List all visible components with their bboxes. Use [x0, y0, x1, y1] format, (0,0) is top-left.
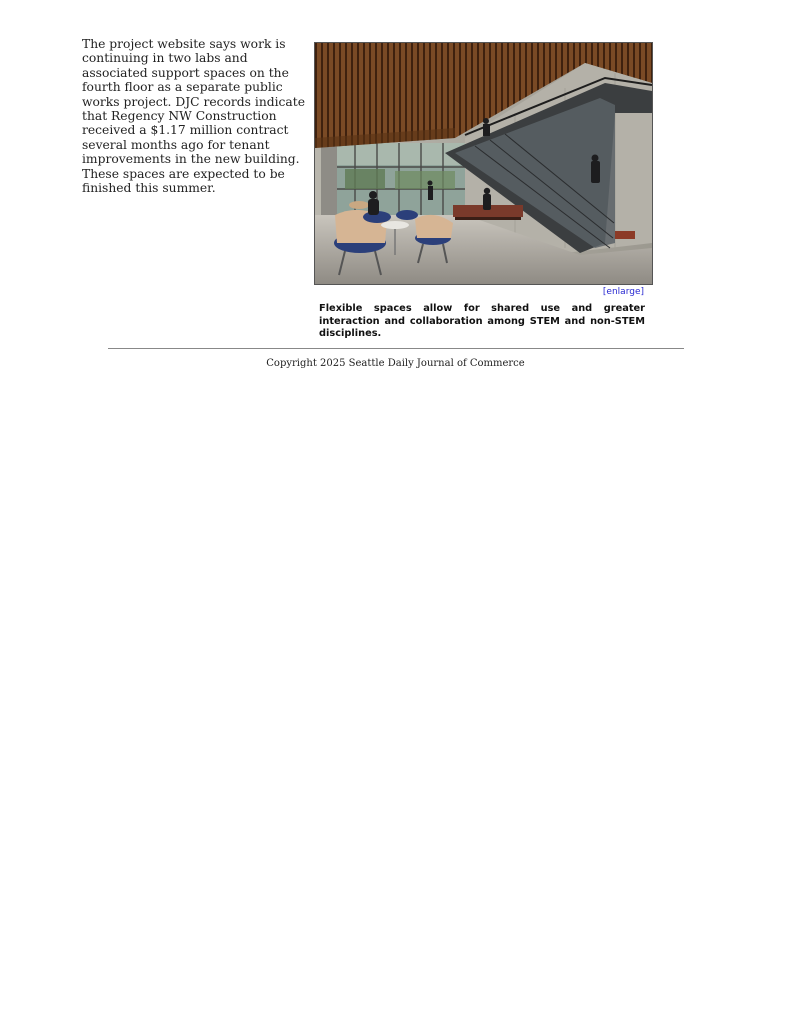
article-paragraph: The project website says work is continuing in two labs and associated support spaces on the fourth floor as a separate public works project. DJC records indicate that Regency NW Construction received a $1.17 million contract several months ago for tenant improvements in the new building. These spaces are expected to be finished this summer. — [82, 37, 305, 196]
footer-divider — [108, 348, 684, 349]
copyright-notice: Copyright 2025 Seattle Daily Journal of Commerce — [266, 358, 525, 369]
figure-caption: Flexible spaces allow for shared use and greater interaction and collaboration among STEM and non-STEM disciplines. — [319, 303, 645, 340]
enlarge-link[interactable]: [enlarge] — [602, 287, 644, 297]
atrium-photo[interactable] — [314, 42, 653, 285]
